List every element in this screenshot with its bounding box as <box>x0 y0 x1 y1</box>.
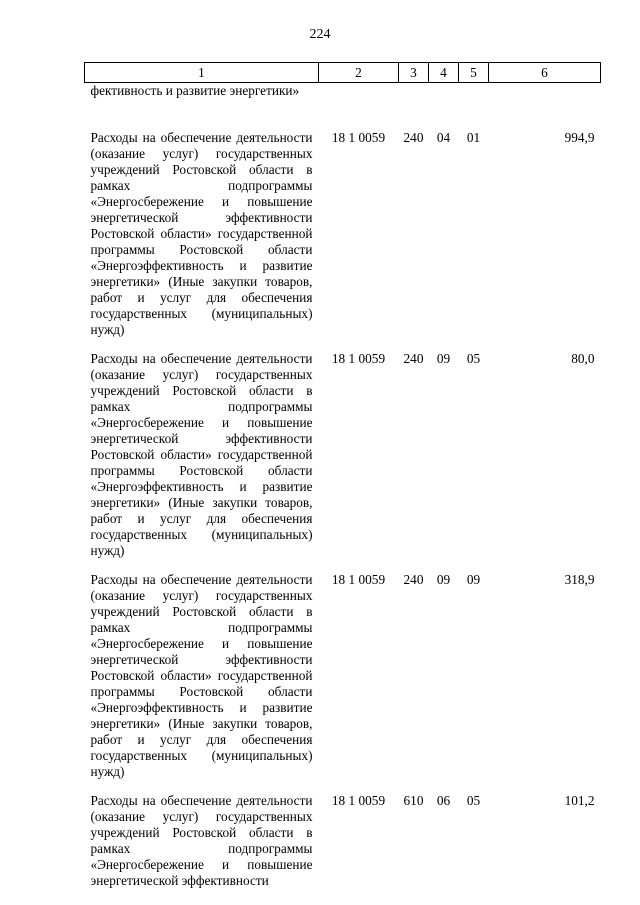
budget-table <box>84 62 601 889</box>
section: 04 <box>436 130 451 145</box>
expense-type: 240 <box>403 572 424 587</box>
column-header-5: 5 <box>459 63 489 83</box>
amount: 101,2 <box>564 793 595 808</box>
column-header-2: 2 <box>319 63 399 83</box>
table-row <box>85 117 601 338</box>
table-row-continuation <box>85 83 601 118</box>
target-code: 18 1 0059 <box>331 793 386 808</box>
row-description: Расходы на обеспечение деятельности (оказание услуг) государственных учреждений Ростовской области в рамках подпрограммы «Энергосбережение и повышение энергетической эффективности Ростовской области» государственной программы Ростовской области «Энергоэффективность и развитие энергетики» (Иные закупки товаров, работ и услуг для обеспечения государственных (муниципальных) нужд) <box>90 572 313 779</box>
table-row <box>85 780 601 889</box>
row-description: Расходы на обеспечение деятельности (оказание услуг) государственных учреждений Ростовской области в рамках подпрограммы «Энергосбережение и повышение энергетической эффективности Ростовской области» государственной программы Ростовской области «Энергоэффективность и развитие энергетики» (Иные закупки товаров, работ и услуг для обеспечения государственных (муниципальных) нужд) <box>90 351 313 558</box>
amount: 994,9 <box>564 130 595 145</box>
column-header-1: 1 <box>85 63 319 83</box>
target-code: 18 1 0059 <box>331 130 386 145</box>
target-code: 18 1 0059 <box>331 572 386 587</box>
row-description: Расходы на обеспечение деятельности (оказание услуг) государственных учреждений Ростовской области в рамках подпрограммы «Энергосбережение и повышение энергетической эффективности <box>90 793 313 888</box>
expense-type: 610 <box>403 793 424 808</box>
table-header <box>85 63 601 83</box>
table-row <box>85 559 601 780</box>
expense-type: 240 <box>403 351 424 366</box>
subsection: 05 <box>466 793 481 808</box>
expense-type: 240 <box>403 130 424 145</box>
row-description: фективность и развитие энергетики» <box>90 83 300 98</box>
section: 06 <box>436 793 451 808</box>
column-header-4: 4 <box>429 63 459 83</box>
subsection: 01 <box>466 130 481 145</box>
page-number: 224 <box>309 27 331 42</box>
section: 09 <box>436 572 451 587</box>
table-row <box>85 338 601 559</box>
column-header-6: 6 <box>489 63 601 83</box>
row-description: Расходы на обеспечение деятельности (оказание услуг) государственных учреждений Ростовской области в рамках подпрограммы «Энергосбережение и повышение энергетической эффективности Ростовской области» государственной программы Ростовской области «Энергоэффективность и развитие энергетики» (Иные закупки товаров, работ и услуг для обеспечения государственных (муниципальных) нужд) <box>90 130 313 337</box>
column-header-3: 3 <box>399 63 429 83</box>
section: 09 <box>436 351 451 366</box>
amount: 318,9 <box>564 572 595 587</box>
target-code: 18 1 0059 <box>331 351 386 366</box>
subsection: 09 <box>466 572 481 587</box>
subsection: 05 <box>466 351 481 366</box>
amount: 80,0 <box>571 351 595 366</box>
